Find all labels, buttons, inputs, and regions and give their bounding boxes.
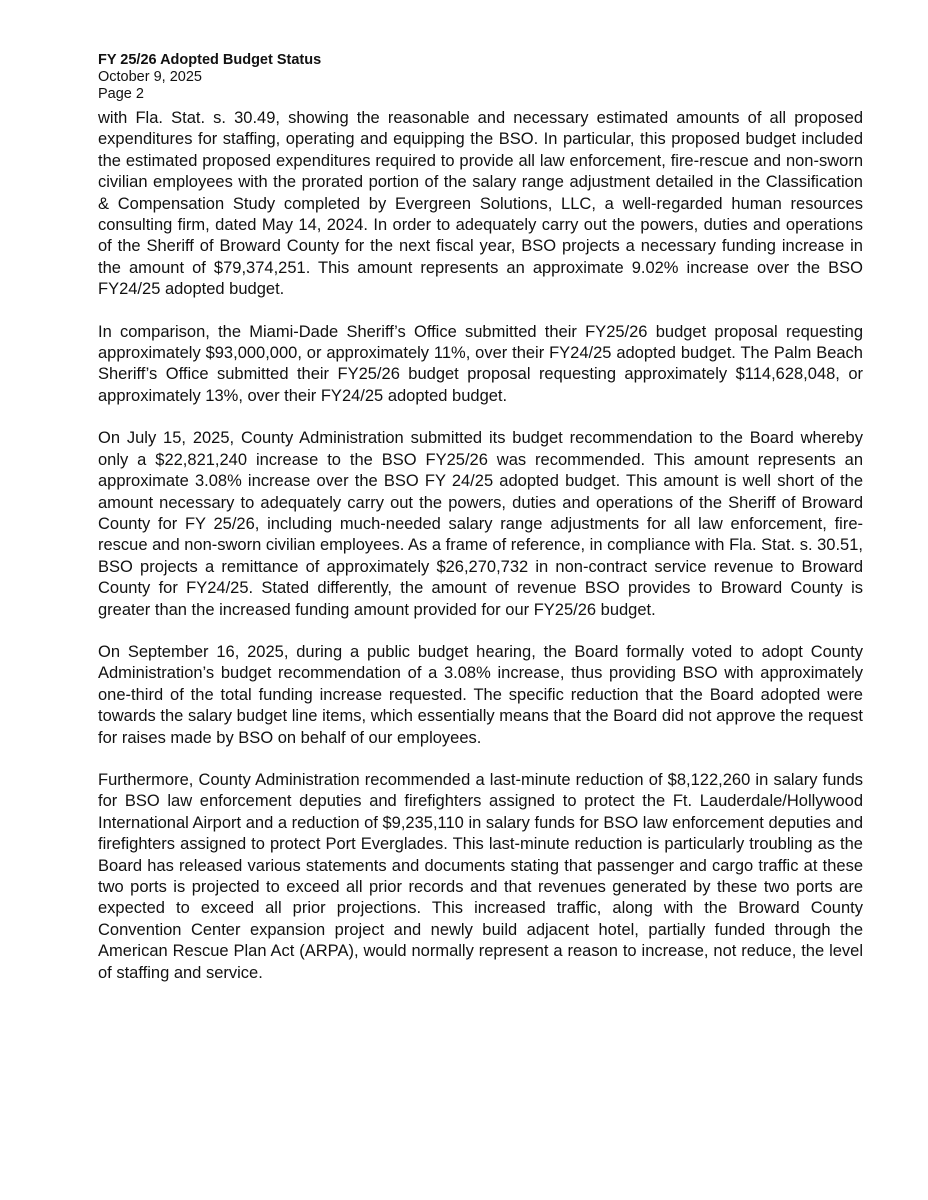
header-date: October 9, 2025 <box>98 69 202 85</box>
paragraph-county-recommendation: On July 15, 2025, County Administration submitted its budget recommendation to the Board whereby only a $22,821,240 increase to the BSO FY25/26 was recommended. This amount represents an approximate 3.08% increase over the BSO FY 24/25 adopted budget. This amount is well short of the amount necessary to adequately carry out the powers, duties and operations of the Sheriff of Broward County for FY 25/26, including much-needed salary range adjustments for all law enforcement, fire-rescue and non-sworn civilian employees. As a frame of reference, in compliance with Fla. Stat. s. 30.51, BSO projects a remittance of approximately $26,270,732 in non-contract service revenue to Broward County for FY24/25. Stated differently, the amount of revenue BSO provides to Broward County is greater than the increased funding amount provided for our FY25/26 budget. <box>98 429 863 619</box>
document-body <box>98 108 863 1005</box>
paragraph-comparison: In comparison, the Miami-Dade Sheriff’s Office submitted their FY25/26 budget proposal requesting approximately $93,000,000, or approximately 11%, over their FY24/25 adopted budget. The Palm Beach Sheriff’s Office submitted their FY25/26 budget proposal requesting approximately $114,628,048, or approximately 13%, over their FY24/25 adopted budget. <box>98 322 863 405</box>
paragraph-budget-request: with Fla. Stat. s. 30.49, showing the reasonable and necessary estimated amounts of all proposed expenditures for staffing, operating and equipping the BSO. In particular, this proposed budget included the estimated proposed expenditures required to provide all law enforcement, fire-rescue and non-sworn civilian employees with the prorated portion of the salary range adjustment detailed in the Classification & Compensation Study completed by Evergreen Solutions, LLC, a well-regarded human resources consulting firm, dated May 14, 2024. In order to adequately carry out the powers, duties and operations of the Sheriff of Broward County for the next fiscal year, BSO projects a necessary funding increase in the amount of $79,374,251. This amount represents an approximate 9.02% increase over the BSO FY24/25 adopted budget. <box>98 109 863 299</box>
paragraph-board-vote: On September 16, 2025, during a public budget hearing, the Board formally voted to adopt County Administration’s budget recommendation of a 3.08% increase, thus providing BSO with approximately one-third of the total funding increase requested. The specific reduction that the Board adopted were towards the salary budget line items, which essentially means that the Board did not approve the request for raises made by BSO on behalf of our employees. <box>98 642 863 747</box>
letter-header <box>98 52 498 103</box>
header-page-number: Page 2 <box>98 86 144 102</box>
paragraph-last-minute-reduction: Furthermore, County Administration recommended a last-minute reduction of $8,122,260 in salary funds for BSO law enforcement deputies and firefighters assigned to protect the Ft. Lauderdale/Hollywood International Airport and a reduction of $9,235,110 in salary funds for BSO law enforcement deputies and firefighters assigned to protect Port Everglades. This last-minute reduction is particularly troubling as the Board has released various statements and documents stating that passenger and cargo traffic at these two ports is projected to exceed all prior records and that revenues generated by these two ports are expected to exceed all prior projections. This increased traffic, along with the Broward County Convention Center expansion project and newly build adjacent hotel, partially funded through the American Rescue Plan Act (ARPA), would normally represent a reason to increase, not reduce, the level of staffing and service. <box>98 770 863 982</box>
header-title: FY 25/26 Adopted Budget Status <box>98 52 322 68</box>
